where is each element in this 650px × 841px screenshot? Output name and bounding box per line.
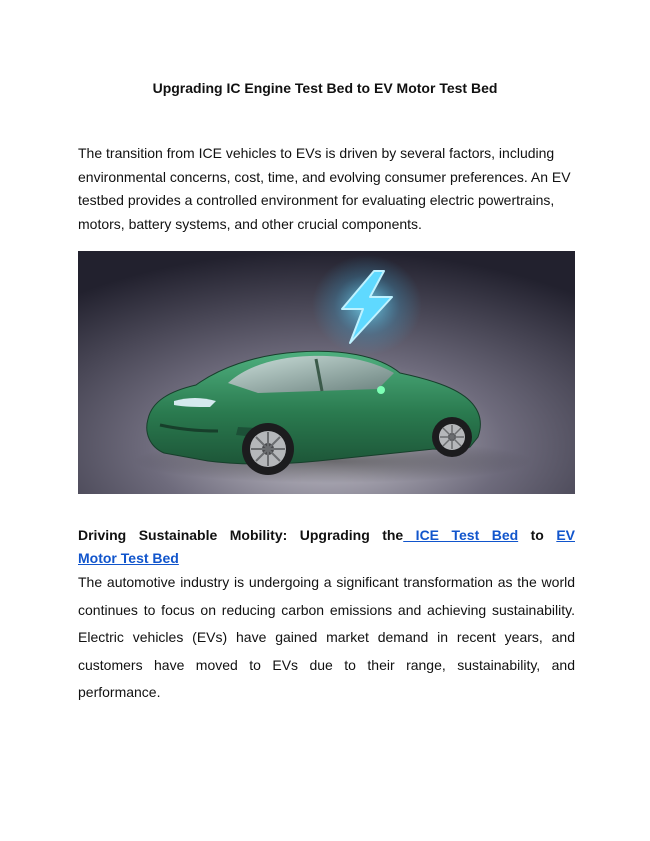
ice-test-bed-link[interactable]: ICE Test Bed <box>403 527 519 543</box>
section-paragraph: The automotive industry is undergoing a significant transformation as the world continues to focus on reducing carbon emissions and achieving sustainability. Electric vehicles (EVs) have gained market demand in recent years, and customers have moved to EVs due to their range, sustainability, and performance. <box>78 574 575 700</box>
rear-wheel <box>432 417 472 457</box>
ev-car-image <box>78 251 575 494</box>
ev-motor-test-bed-link[interactable]: Motor Test Bed <box>78 550 179 566</box>
section-heading <box>78 524 575 547</box>
document-title: Upgrading IC Engine Test Bed to EV Motor Test Bed <box>152 80 498 96</box>
ev-link-part1[interactable]: EV <box>556 527 575 543</box>
section-heading-line2 <box>78 547 179 570</box>
section-heading-connector: to <box>518 527 557 543</box>
intro-paragraph: The transition from ICE vehicles to EVs is driven by several factors, including environmental concerns, cost, time, and evolving consumer preferences. An EV testbed provides a controlled environment for evaluating electric powertrains, motors, battery systems, and other crucial components. <box>78 145 571 232</box>
section-heading-prefix: Driving Sustainable Mobility: Upgrading the <box>78 527 404 543</box>
front-wheel <box>242 423 294 475</box>
